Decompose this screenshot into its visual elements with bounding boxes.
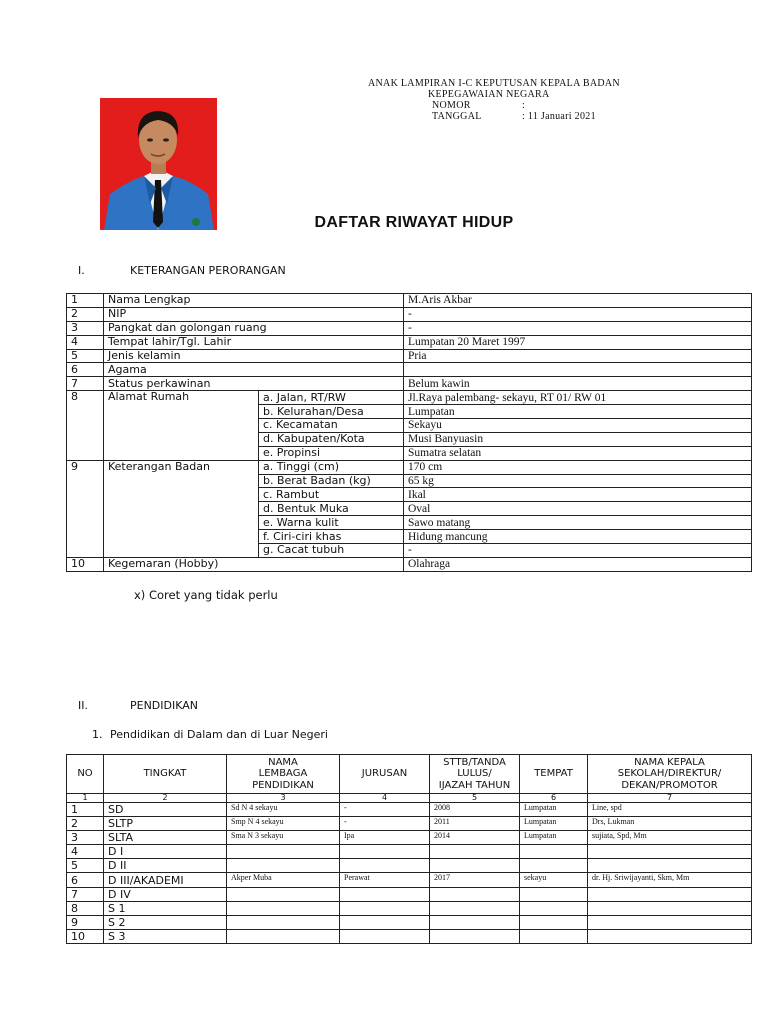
edu-no-cell: 4 xyxy=(67,845,104,859)
edu-tingkat-cell: S 2 xyxy=(104,915,227,929)
edu-jurusan-cell xyxy=(340,845,430,859)
nomor-label: NOMOR xyxy=(432,100,471,111)
row-number: 4 xyxy=(67,335,104,349)
edu-no-cell: 2 xyxy=(67,817,104,831)
edu-no-cell: 1 xyxy=(67,803,104,817)
tanggal-label: TANGGAL xyxy=(432,111,482,122)
section-2-heading xyxy=(78,699,198,712)
education-rows xyxy=(67,803,752,944)
footnote: x) Coret yang tidak perlu xyxy=(134,588,278,602)
header-line: DEKAN/PROMOTOR xyxy=(621,779,718,791)
tinggi-value: 170 cm xyxy=(404,460,752,474)
edu-tahun-cell xyxy=(430,845,520,859)
edu-jurusan-cell: Perawat xyxy=(340,873,430,887)
row-number: 2 xyxy=(67,307,104,321)
table-row xyxy=(67,845,752,859)
row-number: 8 xyxy=(67,391,104,460)
edu-lembaga-cell xyxy=(227,887,340,901)
sub-label: c. Rambut xyxy=(259,488,404,502)
nomor-row xyxy=(368,100,620,111)
col-header-tingkat: TINGKAT xyxy=(104,755,227,794)
col-index: 7 xyxy=(588,794,752,803)
edu-lembaga-cell: Sma N 3 sekayu xyxy=(227,831,340,845)
edu-no-cell: 7 xyxy=(67,887,104,901)
edu-kepala-cell xyxy=(588,887,752,901)
table-row xyxy=(67,817,752,831)
edu-tingkat-cell: SD xyxy=(104,803,227,817)
table-row xyxy=(67,377,752,391)
section-1-heading xyxy=(78,264,286,277)
nip-value: - xyxy=(404,307,752,321)
table-row xyxy=(67,460,752,474)
row-label: Nama Lengkap xyxy=(104,294,404,308)
header-line: NAMA KEPALA xyxy=(634,756,705,768)
edu-no-cell: 5 xyxy=(67,859,104,873)
edu-kepala-cell xyxy=(588,845,752,859)
sub-label: e. Warna kulit xyxy=(259,516,404,530)
sub-label: e. Propinsi xyxy=(259,446,404,460)
edu-tempat-cell: Lumpatan xyxy=(520,803,588,817)
edu-no-cell: 6 xyxy=(67,873,104,887)
edu-kepala-cell xyxy=(588,929,752,943)
edu-tahun-cell: 2014 xyxy=(430,831,520,845)
edu-jurusan-cell: Ipa xyxy=(340,831,430,845)
table-row xyxy=(67,294,752,308)
sub-label: d. Bentuk Muka xyxy=(259,502,404,516)
row-number: 3 xyxy=(67,321,104,335)
page-title: DAFTAR RIWAYAT HIDUP xyxy=(314,214,514,231)
rambut-value: Ikal xyxy=(404,488,752,502)
edu-jurusan-cell xyxy=(340,859,430,873)
edu-lembaga-cell: Smp N 4 sekayu xyxy=(227,817,340,831)
kelurahan-value: Lumpatan xyxy=(404,405,752,419)
edu-tempat-cell: sekayu xyxy=(520,873,588,887)
edu-tahun-cell: 2008 xyxy=(430,803,520,817)
table-row xyxy=(67,557,752,571)
document-header xyxy=(368,78,620,122)
edu-tahun-cell xyxy=(430,929,520,943)
edu-tempat-cell xyxy=(520,929,588,943)
sub-label: d. Kabupaten/Kota xyxy=(259,432,404,446)
status-perkawinan-value: Belum kawin xyxy=(404,377,752,391)
section-1-number: I. xyxy=(78,264,85,277)
nama-lengkap-value: M.Aris Akbar xyxy=(404,294,752,308)
row-label: Tempat lahir/Tgl. Lahir xyxy=(104,335,404,349)
row-label: Agama xyxy=(104,363,404,377)
table-row xyxy=(67,803,752,817)
row-label: Keterangan Badan xyxy=(104,460,259,557)
edu-tempat-cell xyxy=(520,845,588,859)
col-header-sttb xyxy=(430,755,520,794)
pangkat-value: - xyxy=(404,321,752,335)
sub-label: c. Kecamatan xyxy=(259,419,404,433)
row-number: 1 xyxy=(67,294,104,308)
cacat-tubuh-value: - xyxy=(404,544,752,558)
edu-jurusan-cell xyxy=(340,929,430,943)
row-number: 6 xyxy=(67,363,104,377)
row-number: 5 xyxy=(67,349,104,363)
edu-lembaga-cell xyxy=(227,901,340,915)
bentuk-muka-value: Oval xyxy=(404,502,752,516)
edu-tempat-cell xyxy=(520,859,588,873)
edu-tingkat-cell: S 1 xyxy=(104,901,227,915)
table-row xyxy=(67,349,752,363)
table-row xyxy=(67,929,752,943)
edu-tahun-cell xyxy=(430,859,520,873)
row-number: 7 xyxy=(67,377,104,391)
edu-jurusan-cell xyxy=(340,887,430,901)
table-row xyxy=(67,831,752,845)
header-row xyxy=(67,755,752,794)
row-label: Jenis kelamin xyxy=(104,349,404,363)
col-header-tempat: TEMPAT xyxy=(520,755,588,794)
edu-kepala-cell xyxy=(588,901,752,915)
col-index: 3 xyxy=(227,794,340,803)
col-index: 5 xyxy=(430,794,520,803)
edu-jurusan-cell: - xyxy=(340,817,430,831)
header-line-2: KEPEGAWAIAN NEGARA xyxy=(428,89,550,100)
row-number: 10 xyxy=(67,557,104,571)
edu-lembaga-cell: Akper Muba xyxy=(227,873,340,887)
edu-no-cell: 8 xyxy=(67,901,104,915)
edu-tahun-cell xyxy=(430,887,520,901)
row-label: NIP xyxy=(104,307,404,321)
header-line: LULUS/ xyxy=(457,768,492,780)
section-2-number: II. xyxy=(78,699,88,712)
jenis-kelamin-value: Pria xyxy=(404,349,752,363)
kabupaten-value: Musi Banyuasin xyxy=(404,432,752,446)
col-index: 2 xyxy=(104,794,227,803)
edu-kepala-cell xyxy=(588,859,752,873)
tanggal-value: : 11 Januari 2021 xyxy=(522,111,596,122)
edu-tempat-cell: Lumpatan xyxy=(520,817,588,831)
section-2-title: PENDIDIKAN xyxy=(130,699,199,712)
header-line-1: ANAK LAMPIRAN I-C KEPUTUSAN KEPALA BADAN xyxy=(368,78,620,89)
col-header-jurusan: JURUSAN xyxy=(340,755,430,794)
agama-value xyxy=(404,363,752,377)
col-index: 4 xyxy=(340,794,430,803)
edu-tempat-cell: Lumpatan xyxy=(520,831,588,845)
table-row xyxy=(67,873,752,887)
edu-lembaga-cell xyxy=(227,915,340,929)
table-row xyxy=(67,859,752,873)
sub-label: g. Cacat tubuh xyxy=(259,544,404,558)
table-row xyxy=(67,335,752,349)
edu-lembaga-cell: Sd N 4 sekayu xyxy=(227,803,340,817)
row-number: 9 xyxy=(67,460,104,557)
edu-tingkat-cell: S 3 xyxy=(104,929,227,943)
edu-kepala-cell: dr. Hj. Sriwijayanti, Skm, Mm xyxy=(588,873,752,887)
subsection-title: Pendidikan di Dalam dan di Luar Negeri xyxy=(110,728,328,741)
edu-lembaga-cell xyxy=(227,845,340,859)
header-line: IJAZAH TAHUN xyxy=(438,779,511,791)
edu-tingkat-cell: SLTA xyxy=(104,831,227,845)
edu-kepala-cell: Line, spd xyxy=(588,803,752,817)
berat-value: 65 kg xyxy=(404,474,752,488)
edu-lembaga-cell xyxy=(227,859,340,873)
edu-tahun-cell xyxy=(430,901,520,915)
edu-tingkat-cell: D I xyxy=(104,845,227,859)
table-row xyxy=(67,321,752,335)
hobby-value: Olahraga xyxy=(404,557,752,571)
subsection-number: 1. xyxy=(92,728,103,741)
education-table xyxy=(66,754,752,944)
propinsi-value: Sumatra selatan xyxy=(404,446,752,460)
edu-tingkat-cell: D II xyxy=(104,859,227,873)
tempat-lahir-value: Lumpatan 20 Maret 1997 xyxy=(404,335,752,349)
tanggal-row xyxy=(368,111,620,122)
jalan-value: Jl.Raya palembang- sekayu, RT 01/ RW 01 xyxy=(404,391,752,405)
row-label: Alamat Rumah xyxy=(104,391,259,460)
sub-label: a. Tinggi (cm) xyxy=(259,460,404,474)
header-line: PENDIDIKAN xyxy=(252,779,314,791)
portrait-illustration xyxy=(100,98,217,230)
edu-tahun-cell: 2011 xyxy=(430,817,520,831)
edu-tahun-cell xyxy=(430,915,520,929)
edu-no-cell: 10 xyxy=(67,929,104,943)
table-row xyxy=(67,363,752,377)
index-row xyxy=(67,794,752,803)
header-line: SEKOLAH/DIREKTUR/ xyxy=(617,768,722,780)
edu-tempat-cell xyxy=(520,887,588,901)
row-label: Pangkat dan golongan ruang xyxy=(104,321,404,335)
sub-label: f. Ciri-ciri khas xyxy=(259,530,404,544)
edu-tingkat-cell: D III/AKADEMI xyxy=(104,873,227,887)
edu-tingkat-cell: D IV xyxy=(104,887,227,901)
edu-jurusan-cell xyxy=(340,901,430,915)
edu-tahun-cell: 2017 xyxy=(430,873,520,887)
warna-kulit-value: Sawo matang xyxy=(404,516,752,530)
table-row xyxy=(67,307,752,321)
table-row xyxy=(67,887,752,901)
header-line: NAMA xyxy=(268,756,298,768)
row-label: Status perkawinan xyxy=(104,377,404,391)
col-index: 1 xyxy=(67,794,104,803)
col-header-no: NO xyxy=(67,755,104,794)
edu-tempat-cell xyxy=(520,915,588,929)
edu-tingkat-cell: SLTP xyxy=(104,817,227,831)
col-index: 6 xyxy=(520,794,588,803)
edu-jurusan-cell: - xyxy=(340,803,430,817)
table-row xyxy=(67,915,752,929)
edu-lembaga-cell xyxy=(227,929,340,943)
sub-label: a. Jalan, RT/RW xyxy=(259,391,404,405)
ciri-khas-value: Hidung mancung xyxy=(404,530,752,544)
edu-kepala-cell: Drs, Lukman xyxy=(588,817,752,831)
edu-kepala-cell: sujiata, Spd, Mm xyxy=(588,831,752,845)
sub-label: b. Berat Badan (kg) xyxy=(259,474,404,488)
col-header-kepala xyxy=(588,755,752,794)
edu-jurusan-cell xyxy=(340,915,430,929)
section-1-title: KETERANGAN PERORANGAN xyxy=(130,264,286,277)
edu-no-cell: 3 xyxy=(67,831,104,845)
kecamatan-value: Sekayu xyxy=(404,419,752,433)
table-row xyxy=(67,901,752,915)
nomor-value: : xyxy=(522,100,526,111)
profile-photo xyxy=(100,98,217,230)
header-line: LEMBAGA xyxy=(258,768,308,780)
col-header-lembaga xyxy=(227,755,340,794)
edu-no-cell: 9 xyxy=(67,915,104,929)
personal-info-table xyxy=(66,293,752,572)
subsection-heading xyxy=(92,728,328,741)
table-row xyxy=(67,391,752,405)
edu-kepala-cell xyxy=(588,915,752,929)
edu-tempat-cell xyxy=(520,901,588,915)
header-line: STTB/TANDA xyxy=(443,756,506,768)
row-label: Kegemaran (Hobby) xyxy=(104,557,404,571)
sub-label: b. Kelurahan/Desa xyxy=(259,405,404,419)
